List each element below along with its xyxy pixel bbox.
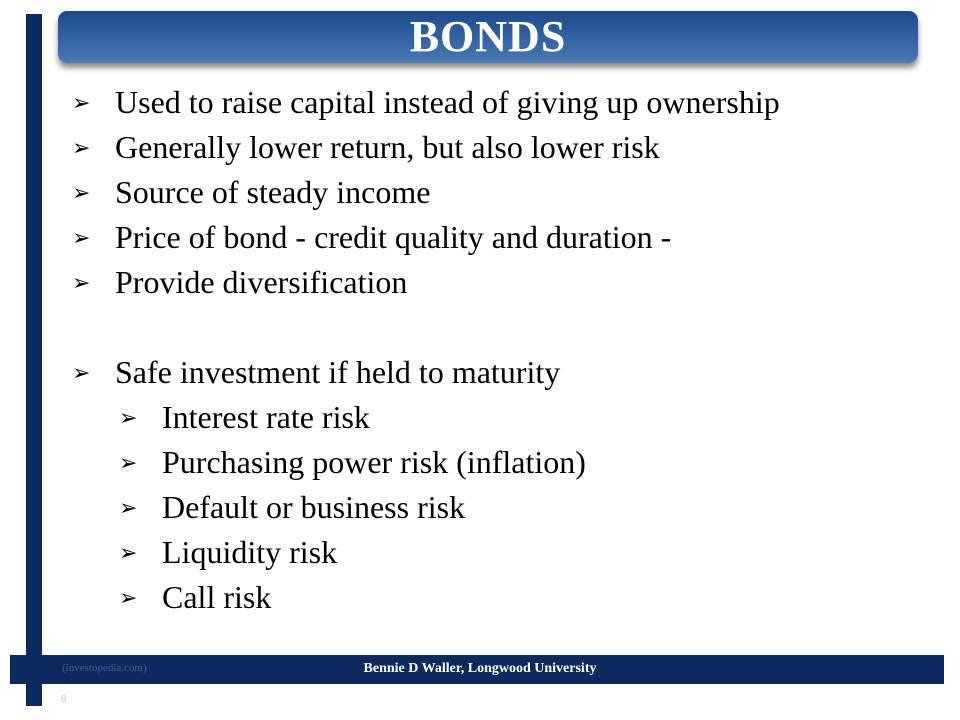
bullet-list [72,80,780,620]
arrow-bullet-icon: ➢ [119,541,138,566]
bullet-item [72,80,780,125]
title-banner [58,11,918,63]
arrow-bullet-icon: ➢ [119,586,138,611]
arrow-bullet-icon: ➢ [72,361,91,386]
left-accent-bar [26,14,42,706]
arrow-bullet-icon: ➢ [72,181,91,206]
bullet-item [72,260,780,305]
sub-bullet-item [119,530,780,575]
arrow-bullet-icon: ➢ [72,136,91,161]
bullet-item [72,125,780,170]
bullet-text: Used to raise capital instead of giving up ownership [115,84,780,120]
arrow-bullet-icon: ➢ [72,226,91,251]
bullet-text: Generally lower return, but also lower risk [115,129,660,165]
sub-bullet-item [119,485,780,530]
bullet-text: Price of bond - credit quality and duration - [115,219,672,255]
bullet-item [72,215,780,260]
bullet-text: Safe investment if held to maturity [115,354,561,390]
bullet-text: Source of steady income [115,174,431,210]
bullet-item [72,350,780,395]
sub-bullet-item [119,395,780,440]
sub-bullet-item [119,440,780,485]
slide-title: BONDS [409,12,567,61]
sub-bullet-text: Purchasing power risk (inflation) [162,444,586,480]
arrow-bullet-icon: ➢ [119,496,138,521]
footer-source: (investopedia.com) [62,662,147,674]
sub-bullet-text: Default or business risk [162,489,466,525]
slide-number: 8 [61,694,67,705]
bullet-text: Provide diversification [115,264,408,300]
sub-bullet-text: Call risk [162,579,272,615]
arrow-bullet-icon: ➢ [72,91,91,116]
footer-author: Bennie D Waller, Longwood University [363,661,597,676]
sub-bullet-text: Liquidity risk [162,534,338,570]
bullet-item [72,170,780,215]
arrow-bullet-icon: ➢ [72,271,91,296]
sub-bullet-item [119,575,780,620]
arrow-bullet-icon: ➢ [119,406,138,431]
sub-bullet-text: Interest rate risk [162,399,370,435]
arrow-bullet-icon: ➢ [119,451,138,476]
